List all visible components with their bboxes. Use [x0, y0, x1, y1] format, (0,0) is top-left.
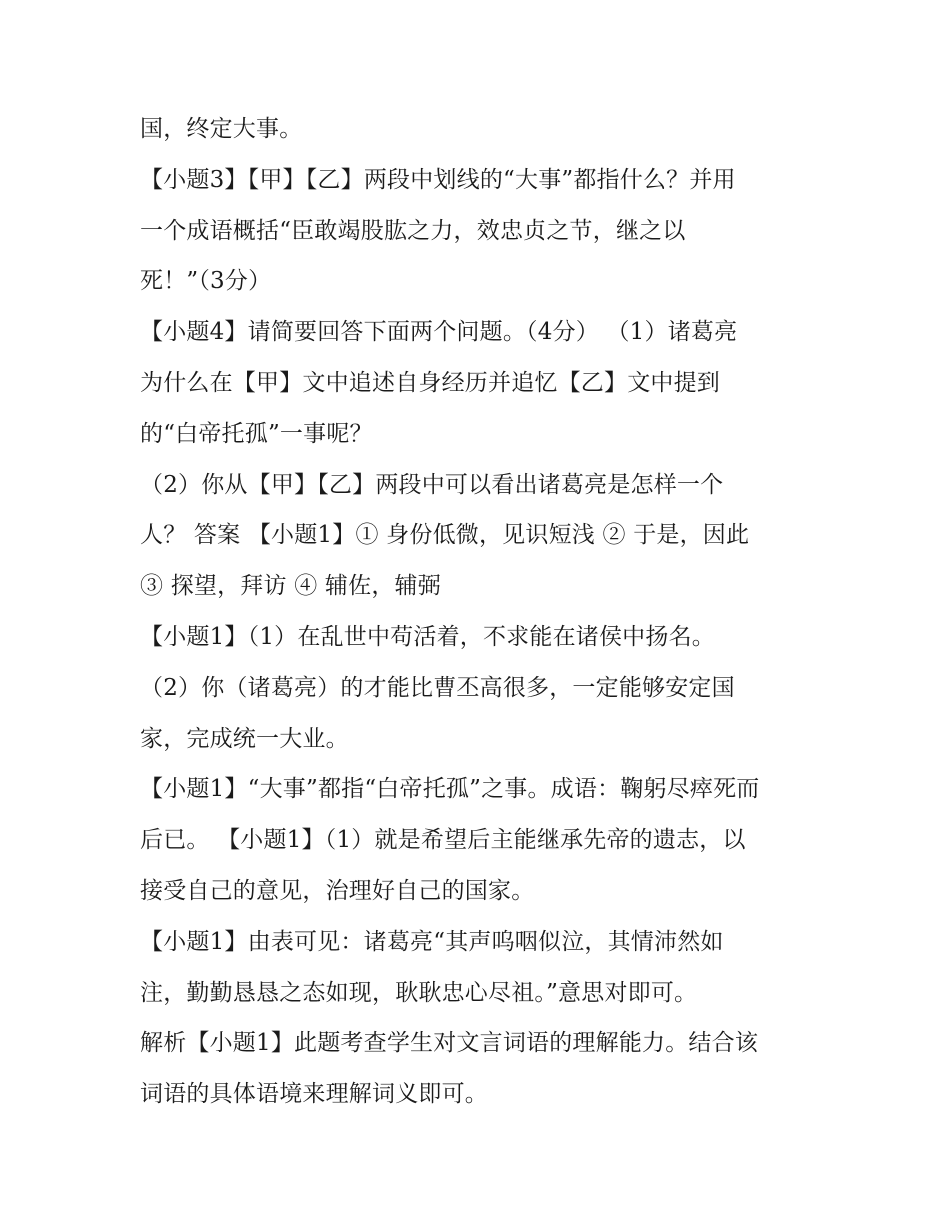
text-line: 家，完成统一大业。 — [140, 725, 349, 752]
text-line: 后已。 【小题1】（1）就是希望后主能继承先帝的遗志，以 — [140, 827, 746, 854]
text-line: 为什么在【甲】文中追述自身经历并追忆【乙】文中提到 — [140, 369, 720, 396]
text-line: （2）你从【甲】【乙】两段中可以看出诸葛亮是怎样一个 — [140, 471, 724, 498]
text-line: 国，终定大事。 — [140, 116, 303, 142]
text-line: 一个成语概括“臣敢竭股肱之力，效忠贞之节，继之以 — [140, 217, 686, 244]
text-line: ③ 探望，拜访 ④ 辅佐，辅弼 — [140, 573, 441, 600]
text-line: 【小题4】请简要回答下面两个问题。（4分） （1）诸葛亮 — [140, 319, 738, 346]
text-line: 注，勤勤恳恳之态如现，耿耿忠心尽祖。”意思对即可。 — [140, 979, 698, 1006]
text-line: 【小题3】【甲】【乙】两段中划线的“大事”都指什么？并用 — [140, 166, 736, 193]
text-line: （2）你（诸葛亮）的才能比曹丕高很多，一定能够安定国 — [140, 674, 735, 701]
document-body — [140, 104, 820, 1120]
text-line: 词语的具体语境来理解词义即可。 — [140, 1081, 488, 1108]
text-line: 的“白帝托孤”一事呢？ — [140, 420, 373, 447]
text-line: 【小题1】“大事”都指“白帝托孤”之事。成语：鞠躬尽瘁死而 — [140, 776, 760, 803]
text-line: 【小题1】由表可见：诸葛亮“其声呜咽似泣，其情沛然如 — [140, 928, 724, 955]
text-line: 人？ 答案 【小题1】① 身份低微，见识短浅 ② 于是，因此 — [140, 522, 750, 549]
text-line: 解析【小题1】此题考查学生对文言词语的理解能力。结合该 — [140, 1030, 759, 1057]
text-line: 【小题1】（1）在乱世中苟活着，不求能在诸侯中扬名。 — [140, 623, 715, 650]
text-line: 接受自己的意见，治理好自己的国家。 — [140, 877, 535, 904]
text-line: 死！”（3分） — [140, 268, 272, 295]
